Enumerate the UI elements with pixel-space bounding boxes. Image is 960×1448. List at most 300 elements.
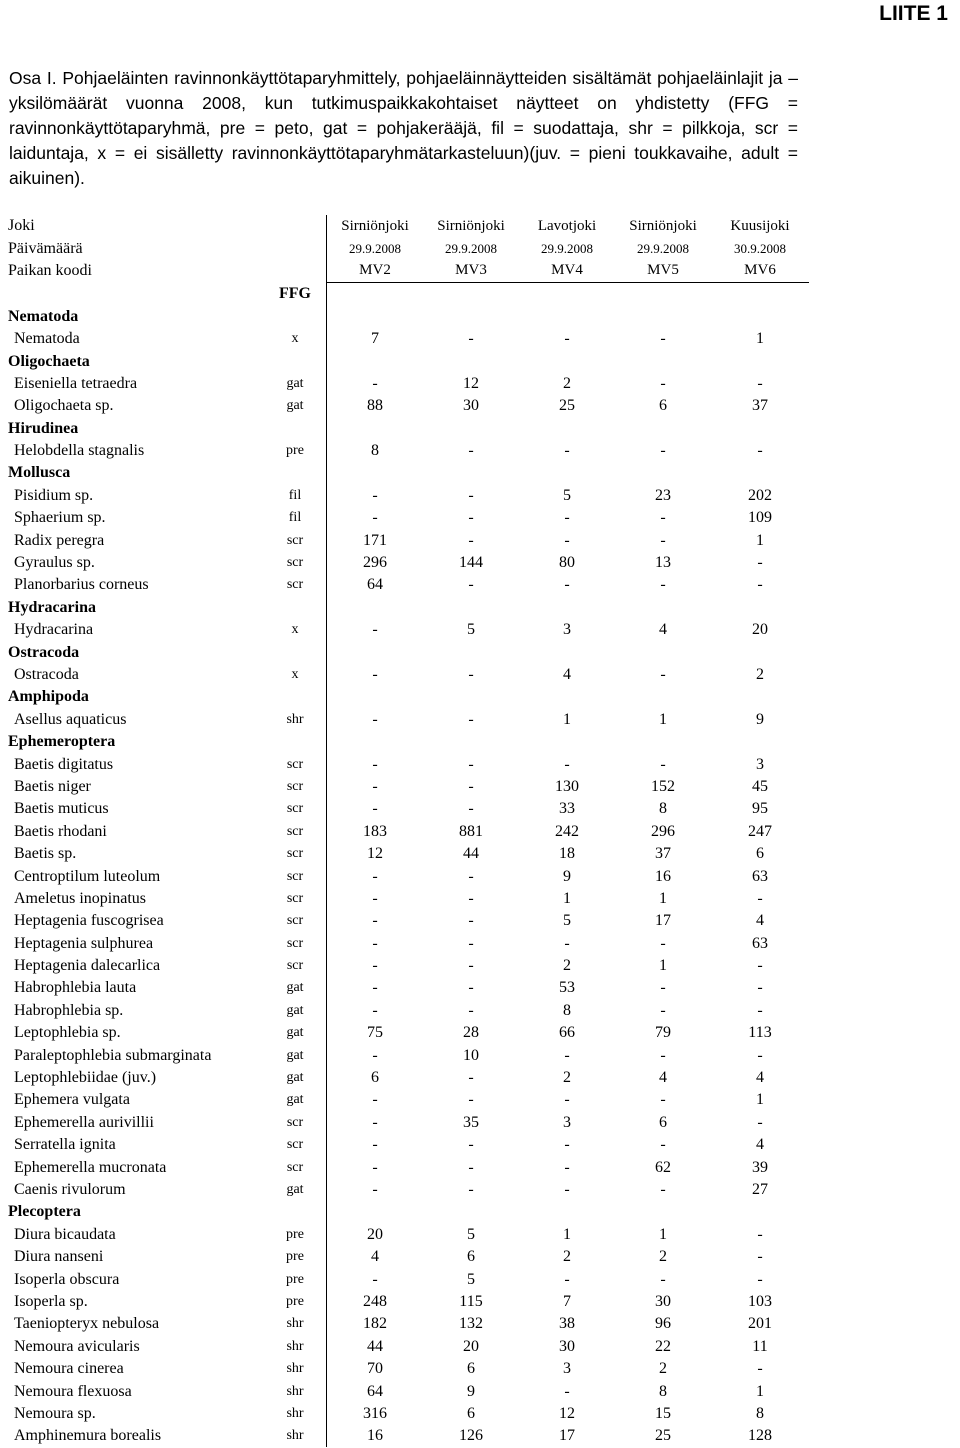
count-mv3: - (468, 486, 474, 504)
ffg-code (264, 1201, 327, 1223)
count-mv5 (615, 641, 711, 663)
species-row (8, 821, 809, 843)
species-row (8, 1425, 809, 1447)
count-mv3: - (468, 1158, 474, 1176)
count-mv4: 5 (563, 912, 571, 930)
count-mv6 (711, 418, 809, 440)
count-mv6: - (757, 1225, 763, 1243)
count-mv4: 38 (559, 1315, 575, 1333)
count-mv2: - (372, 1158, 378, 1176)
count-mv6: 4 (756, 912, 764, 930)
species-row (8, 753, 809, 775)
species-name: Serratella ignita (14, 1136, 116, 1154)
count-mv6: - (757, 554, 763, 572)
count-mv3: 144 (459, 554, 483, 572)
code-mv4: MV4 (519, 260, 615, 283)
count-mv3 (423, 597, 519, 619)
ffg-code (264, 350, 327, 372)
count-mv3: - (468, 330, 474, 348)
count-mv5: - (660, 442, 666, 460)
count-mv2: - (372, 509, 378, 527)
count-mv6: 8 (756, 1404, 764, 1422)
count-mv2: - (372, 1180, 378, 1198)
ffg-code (264, 641, 327, 663)
ffg-code (264, 731, 327, 753)
count-mv2: - (372, 1091, 378, 1109)
species-row (8, 1156, 809, 1178)
count-mv2: 6 (371, 1069, 379, 1087)
empty-cell (423, 283, 519, 306)
count-mv6: - (757, 1360, 763, 1378)
count-mv4: 30 (559, 1337, 575, 1355)
date-label: Päivämäärä (8, 239, 83, 257)
count-mv3: 6 (467, 1404, 475, 1422)
ffg-code: x (264, 328, 327, 350)
count-mv5: - (660, 1180, 666, 1198)
code-mv6: MV6 (711, 260, 809, 283)
count-mv2 (327, 418, 424, 440)
ffg-code: gat (264, 1179, 327, 1201)
taxon-group-row (8, 597, 809, 619)
count-mv4 (519, 462, 615, 484)
taxon-group-row (8, 1201, 809, 1223)
ffg-spacer (264, 215, 327, 237)
river-mv2: Sirniönjoki (341, 217, 409, 234)
ffg-code: fil (264, 485, 327, 507)
count-mv2: 7 (371, 330, 379, 348)
count-mv5: 96 (655, 1315, 671, 1333)
species-name: Asellus aquaticus (14, 710, 127, 728)
count-mv6 (711, 597, 809, 619)
species-name: Ameletus inopinatus (14, 889, 146, 907)
count-mv4: 18 (559, 845, 575, 863)
ffg-code: scr (264, 821, 327, 843)
ffg-code (264, 597, 327, 619)
count-mv5: - (660, 934, 666, 952)
count-mv6: 95 (752, 800, 768, 818)
count-mv6: 109 (748, 509, 772, 527)
count-mv2: - (372, 486, 378, 504)
count-mv6: 37 (752, 397, 768, 415)
species-name: Nematoda (14, 330, 80, 348)
date-mv4: 29.9.2008 (541, 240, 593, 256)
count-mv4 (519, 1201, 615, 1223)
species-row (8, 955, 809, 977)
count-mv6: 128 (748, 1427, 772, 1445)
species-name: Baetis muticus (14, 800, 109, 818)
count-mv6: 103 (748, 1292, 772, 1310)
count-mv6: 2 (756, 666, 764, 683)
count-mv3: 20 (463, 1337, 479, 1355)
count-mv4: 25 (559, 397, 575, 415)
count-mv5: - (660, 666, 666, 683)
date-mv3: 29.9.2008 (445, 240, 497, 256)
count-mv4: 2 (563, 1069, 571, 1087)
species-row (8, 1246, 809, 1268)
taxon-group-row (8, 350, 809, 372)
count-mv3: - (468, 800, 474, 818)
count-mv6: 20 (752, 621, 768, 639)
count-mv6 (711, 462, 809, 484)
count-mv2: 316 (363, 1404, 387, 1422)
ffg-row-spacer (8, 283, 264, 306)
count-mv2: 88 (367, 397, 383, 415)
count-mv3: - (468, 1001, 474, 1019)
species-name: Oligochaeta sp. (14, 397, 114, 415)
count-mv3: - (468, 777, 474, 795)
count-mv6: 113 (748, 1024, 772, 1042)
count-mv4: 17 (559, 1427, 575, 1445)
count-mv5 (615, 1201, 711, 1223)
ffg-code: pre (264, 1246, 327, 1268)
ffg-code: gat (264, 1000, 327, 1022)
count-mv6: - (757, 576, 763, 594)
species-name: Centroptilum luteolum (14, 867, 161, 885)
species-name: Heptagenia fuscogrisea (14, 912, 164, 930)
count-mv3: 44 (463, 845, 479, 863)
count-mv5: 1 (659, 710, 667, 728)
empty-cell (711, 283, 809, 306)
count-mv3: 881 (459, 822, 483, 840)
species-name: Heptagenia dalecarlica (14, 957, 161, 975)
count-mv6 (711, 350, 809, 372)
count-mv6: 9 (756, 710, 764, 728)
count-mv2 (327, 306, 424, 328)
species-table (8, 215, 809, 1447)
species-row (8, 1336, 809, 1358)
species-name: Isoperla sp. (14, 1292, 88, 1310)
count-mv4: - (564, 330, 570, 348)
ffg-code: shr (264, 709, 327, 731)
count-mv5: - (660, 1046, 666, 1064)
taxon-group-name: Nematoda (8, 307, 79, 325)
count-mv4: - (564, 1136, 570, 1154)
river-mv6: Kuusijoki (730, 217, 790, 234)
count-mv3: 10 (463, 1046, 479, 1064)
species-name: Nemoura sp. (14, 1404, 96, 1422)
count-mv5: 13 (655, 554, 671, 572)
species-name: Baetis sp. (14, 845, 77, 863)
count-mv5: - (660, 374, 666, 392)
count-mv3 (423, 306, 519, 328)
count-mv4: 5 (563, 486, 571, 504)
count-mv3 (423, 462, 519, 484)
count-mv2: 182 (363, 1315, 387, 1333)
count-mv4 (519, 350, 615, 372)
count-mv2: - (372, 1046, 378, 1064)
count-mv2: - (372, 1113, 378, 1131)
count-mv5 (615, 597, 711, 619)
count-mv4: 242 (555, 822, 579, 840)
count-mv3: - (468, 889, 474, 907)
species-row (8, 552, 809, 574)
count-mv3: 5 (467, 1270, 475, 1288)
species-row (8, 440, 809, 462)
count-mv3: 9 (467, 1382, 475, 1400)
count-mv2: - (372, 1136, 378, 1154)
ffg-code: shr (264, 1380, 327, 1402)
count-mv6: - (757, 374, 763, 392)
count-mv2: 183 (363, 822, 387, 840)
count-mv3: - (468, 934, 474, 952)
count-mv2: - (372, 979, 378, 997)
ffg-code: shr (264, 1358, 327, 1380)
count-mv4: 3 (563, 1360, 571, 1378)
count-mv3: - (468, 576, 474, 594)
count-mv5 (615, 686, 711, 708)
count-mv3 (423, 350, 519, 372)
count-mv3: 6 (467, 1248, 475, 1266)
taxon-group-name: Hirudinea (8, 419, 79, 437)
count-mv5: - (660, 330, 666, 348)
count-mv4: 3 (563, 1113, 571, 1131)
count-mv3: 126 (459, 1427, 483, 1445)
count-mv5: 8 (659, 1382, 667, 1400)
species-name: Leptophlebia sp. (14, 1024, 121, 1042)
count-mv5 (615, 462, 711, 484)
ffg-spacer (264, 260, 327, 283)
count-mv4: - (564, 1270, 570, 1288)
species-name: Nemoura avicularis (14, 1337, 140, 1355)
species-name: Planorbarius corneus (14, 576, 149, 594)
species-name: Leptophlebiidae (juv.) (14, 1069, 157, 1087)
count-mv2: - (372, 1001, 378, 1019)
count-mv2: - (372, 777, 378, 795)
count-mv5: 1 (659, 889, 667, 907)
count-mv6 (711, 731, 809, 753)
date-mv5: 29.9.2008 (637, 240, 689, 256)
count-mv6: 45 (752, 777, 768, 795)
count-mv5: 152 (651, 777, 675, 795)
count-mv3 (423, 418, 519, 440)
species-row (8, 1067, 809, 1089)
count-mv3: 30 (463, 397, 479, 415)
count-mv6: 27 (752, 1180, 768, 1198)
count-mv6: 11 (752, 1337, 768, 1355)
count-mv2: 296 (363, 554, 387, 572)
count-mv2: 8 (371, 442, 379, 460)
species-row (8, 1313, 809, 1335)
count-mv2: 248 (363, 1292, 387, 1310)
count-mv2: 20 (367, 1225, 383, 1243)
date-mv2: 29.9.2008 (349, 240, 401, 256)
count-mv2: 44 (367, 1337, 383, 1355)
count-mv3: 5 (467, 621, 475, 639)
count-mv6: 4 (756, 1136, 764, 1154)
ffg-code (264, 686, 327, 708)
taxon-group-name: Mollusca (8, 464, 71, 482)
taxon-group-name: Ostracoda (8, 643, 80, 661)
species-row (8, 373, 809, 395)
species-name: Heptagenia sulphurea (14, 934, 154, 952)
species-name: Ephemerella mucronata (14, 1158, 167, 1176)
count-mv2 (327, 462, 424, 484)
count-mv5: 6 (659, 1113, 667, 1131)
ffg-code: scr (264, 753, 327, 775)
species-name: Baetis digitatus (14, 755, 114, 773)
count-mv5: 15 (655, 1404, 671, 1422)
count-mv2: 64 (367, 576, 383, 594)
date-mv6: 30.9.2008 (734, 240, 786, 256)
count-mv4: 2 (563, 957, 571, 975)
species-row (8, 529, 809, 551)
ffg-code: shr (264, 1425, 327, 1447)
count-mv3: - (468, 1069, 474, 1087)
date-row (8, 237, 809, 259)
ffg-code: scr (264, 865, 327, 887)
species-name: Ostracoda (14, 666, 79, 683)
count-mv3: 132 (459, 1315, 483, 1333)
count-mv4: 66 (559, 1024, 575, 1042)
code-mv5: MV5 (615, 260, 711, 283)
species-name: Diura nanseni (14, 1248, 104, 1266)
appendix-label: LIITE 1 (879, 2, 948, 25)
ffg-code: pre (264, 1291, 327, 1313)
count-mv5: 6 (659, 397, 667, 415)
count-mv4: 8 (563, 1001, 571, 1019)
ffg-code (264, 462, 327, 484)
species-name: Gyraulus sp. (14, 554, 95, 572)
species-row (8, 328, 809, 350)
taxon-group-row (8, 418, 809, 440)
count-mv4: 9 (563, 867, 571, 885)
ffg-header: FFG (264, 283, 327, 306)
species-name: Baetis niger (14, 777, 91, 795)
count-mv5: 30 (655, 1292, 671, 1310)
taxon-group-name: Oligochaeta (8, 352, 90, 370)
count-mv4: - (564, 934, 570, 952)
count-mv5: - (660, 1270, 666, 1288)
count-mv6: 63 (752, 934, 768, 952)
taxon-group-row (8, 686, 809, 708)
count-mv4 (519, 731, 615, 753)
species-name: Caenis rivulorum (14, 1180, 126, 1198)
count-mv3: - (468, 710, 474, 728)
species-name: Helobdella stagnalis (14, 442, 145, 460)
count-mv5: 2 (659, 1360, 667, 1378)
count-mv6: - (757, 1001, 763, 1019)
count-mv6: - (757, 1248, 763, 1266)
count-mv5: 22 (655, 1337, 671, 1355)
ffg-code: scr (264, 843, 327, 865)
ffg-code: scr (264, 910, 327, 932)
count-mv3 (423, 1201, 519, 1223)
count-mv3: - (468, 755, 474, 773)
count-mv3: - (468, 957, 474, 975)
species-row (8, 574, 809, 596)
species-name: Pisidium sp. (14, 486, 94, 504)
count-mv6: 201 (748, 1315, 772, 1333)
species-name: Ephemerella aurivillii (14, 1113, 154, 1131)
ffg-code: gat (264, 1089, 327, 1111)
count-mv5 (615, 306, 711, 328)
species-row (8, 1358, 809, 1380)
ffg-code: gat (264, 373, 327, 395)
count-mv4: 2 (563, 1248, 571, 1266)
count-mv3: 5 (467, 1225, 475, 1243)
count-mv2: 4 (371, 1248, 379, 1266)
ffg-code: fil (264, 507, 327, 529)
count-mv4: 130 (555, 777, 579, 795)
count-mv2: - (372, 621, 378, 639)
count-mv4: 12 (559, 1404, 575, 1422)
species-name: Baetis rhodani (14, 822, 107, 840)
count-mv5: - (660, 1001, 666, 1019)
count-mv3: 6 (467, 1360, 475, 1378)
count-mv4 (519, 306, 615, 328)
count-mv4: - (564, 531, 570, 549)
taxon-group-name: Ephemeroptera (8, 733, 116, 751)
taxon-group-row (8, 731, 809, 753)
species-row (8, 709, 809, 731)
count-mv6 (711, 686, 809, 708)
count-mv5: - (660, 1091, 666, 1109)
ffg-code: x (264, 664, 327, 686)
ffg-code: scr (264, 574, 327, 596)
species-row (8, 843, 809, 865)
ffg-code: scr (264, 1134, 327, 1156)
count-mv2: - (372, 912, 378, 930)
count-mv6: 6 (756, 845, 764, 863)
count-mv2: - (372, 934, 378, 952)
code-label: Paikan koodi (8, 262, 92, 280)
count-mv2 (327, 1201, 424, 1223)
species-row (8, 1380, 809, 1402)
count-mv2 (327, 597, 424, 619)
count-mv5: 17 (655, 912, 671, 930)
count-mv6: 1 (756, 1382, 764, 1400)
taxon-group-name: Hydracarina (8, 598, 96, 616)
species-name: Nemoura cinerea (14, 1360, 124, 1378)
count-mv2: 16 (367, 1427, 383, 1445)
count-mv3: - (468, 912, 474, 930)
empty-cell (615, 283, 711, 306)
count-mv4: - (564, 509, 570, 527)
count-mv5: 25 (655, 1427, 671, 1445)
ffg-code: scr (264, 888, 327, 910)
river-mv5: Sirniönjoki (629, 217, 697, 234)
river-mv3: Sirniönjoki (437, 217, 505, 234)
species-table-body (8, 215, 809, 1447)
count-mv6 (711, 306, 809, 328)
species-row (8, 1089, 809, 1111)
count-mv5: 1 (659, 1225, 667, 1243)
ffg-code: shr (264, 1336, 327, 1358)
count-mv5: - (660, 979, 666, 997)
species-name: Eiseniella tetraedra (14, 374, 138, 392)
count-mv6 (711, 641, 809, 663)
count-mv5: - (660, 1136, 666, 1154)
count-mv6: - (757, 1046, 763, 1064)
code-mv2: MV2 (327, 260, 424, 283)
ffg-code: gat (264, 1022, 327, 1044)
count-mv5 (615, 731, 711, 753)
taxon-group-name: Plecoptera (8, 1203, 81, 1221)
count-mv4: 4 (563, 666, 571, 683)
species-name: Paraleptophlebia submarginata (14, 1046, 212, 1064)
count-mv3: - (468, 1091, 474, 1109)
species-row (8, 888, 809, 910)
species-row (8, 865, 809, 887)
taxon-group-row (8, 306, 809, 328)
ffg-code: shr (264, 1313, 327, 1335)
count-mv5: 4 (659, 621, 667, 639)
count-mv2 (327, 731, 424, 753)
code-row (8, 260, 809, 283)
count-mv6: - (757, 957, 763, 975)
species-row (8, 1224, 809, 1246)
ffg-code: scr (264, 798, 327, 820)
